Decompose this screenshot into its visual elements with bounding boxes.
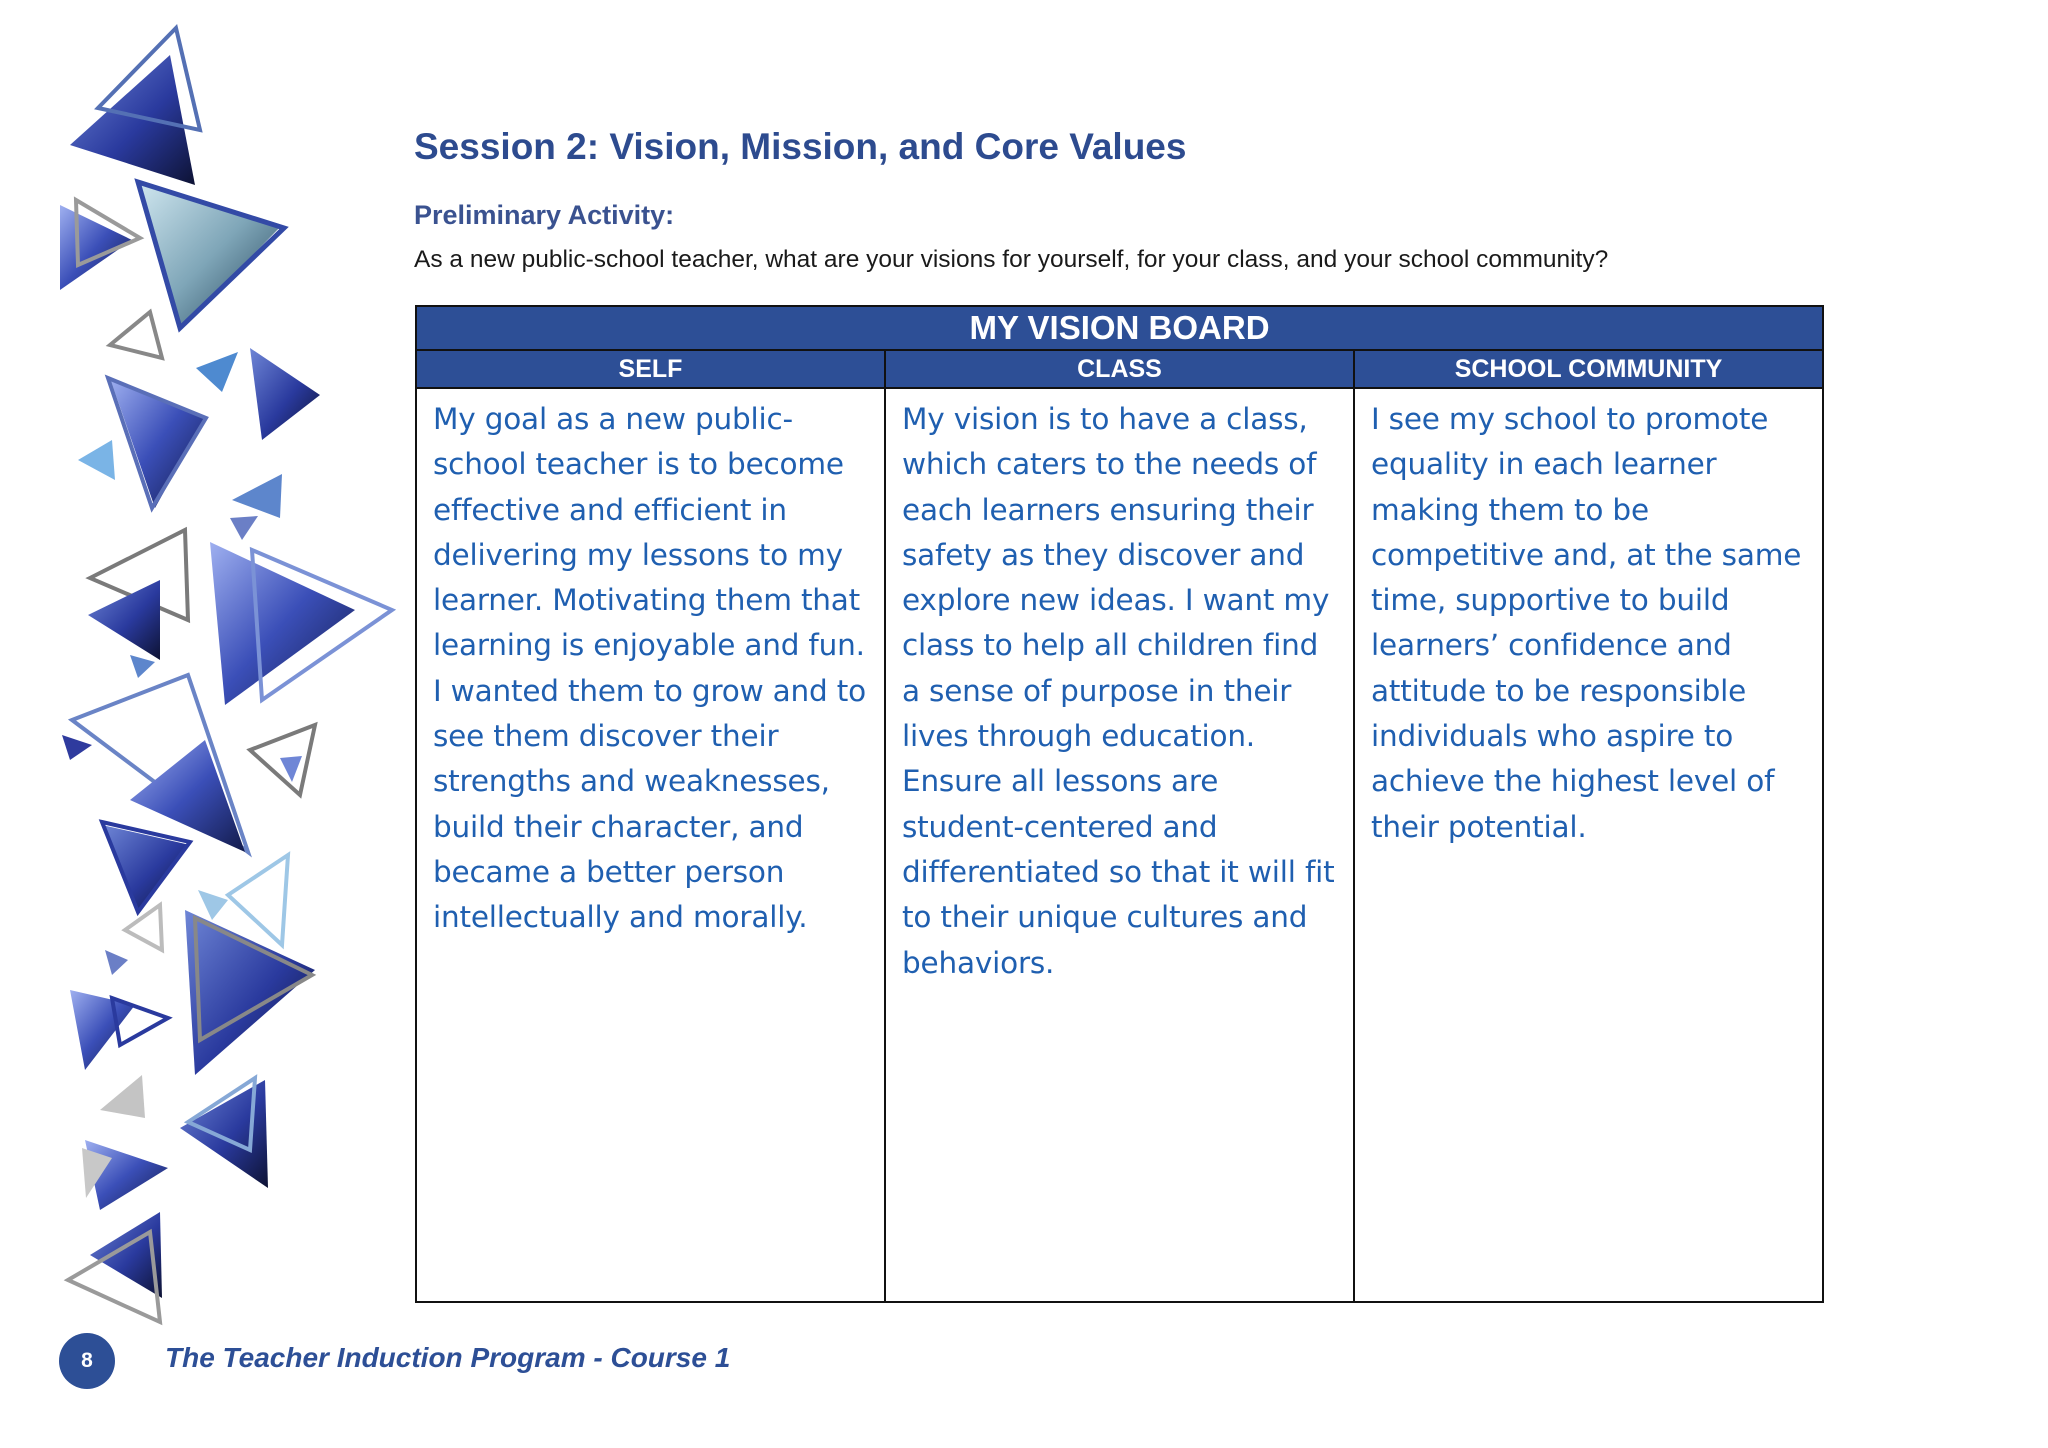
vision-board-body-row — [417, 389, 1822, 1303]
school-community-vision-text: I see my school to promote equality in each learner making them to be competitive and, at the same time, supportive to build learners’ confidence and attitude to be responsible individuals who aspire to achieve the highest level of their potential. — [1353, 389, 1822, 1303]
vision-board-header-row — [417, 351, 1822, 389]
column-heading-class: CLASS — [884, 351, 1353, 387]
decorative-triangles — [0, 0, 420, 1340]
session-title: Session 2: Vision, Mission, and Core Values — [414, 126, 1187, 167]
vision-board-table — [415, 305, 1824, 1303]
self-vision-text: My goal as a new public-school teacher is to become effective and efficient in delivering my lessons to my learner. Motivating them that learning is enjoyable and fun. I wanted them to grow and to see them discover their strengths and weaknesses, build their character, and became a better person intellectually and morally. — [433, 402, 866, 935]
vision-board-title: MY VISION BOARD — [417, 307, 1822, 351]
footer-program-title: The Teacher Induction Program - Course 1 — [165, 1342, 731, 1373]
column-heading-school-community: SCHOOL COMMUNITY — [1353, 351, 1822, 387]
activity-prompt: As a new public-school teacher, what are your visions for yourself, for your class, and your school community? — [414, 246, 1609, 273]
column-heading-self: SELF — [618, 355, 683, 383]
page-number-badge: 8 — [59, 1333, 115, 1389]
preliminary-activity-label: Preliminary Activity: — [414, 200, 675, 230]
class-vision-text: My vision is to have a class, which caters to the needs of each learners ensuring their safety as they discover and explore new ideas. I want my class to help all children find a sense of purpose in their lives through education. Ensure all lessons are student-centered and differentiated so that it will fit to their unique cultures and behaviors. — [884, 389, 1353, 1303]
